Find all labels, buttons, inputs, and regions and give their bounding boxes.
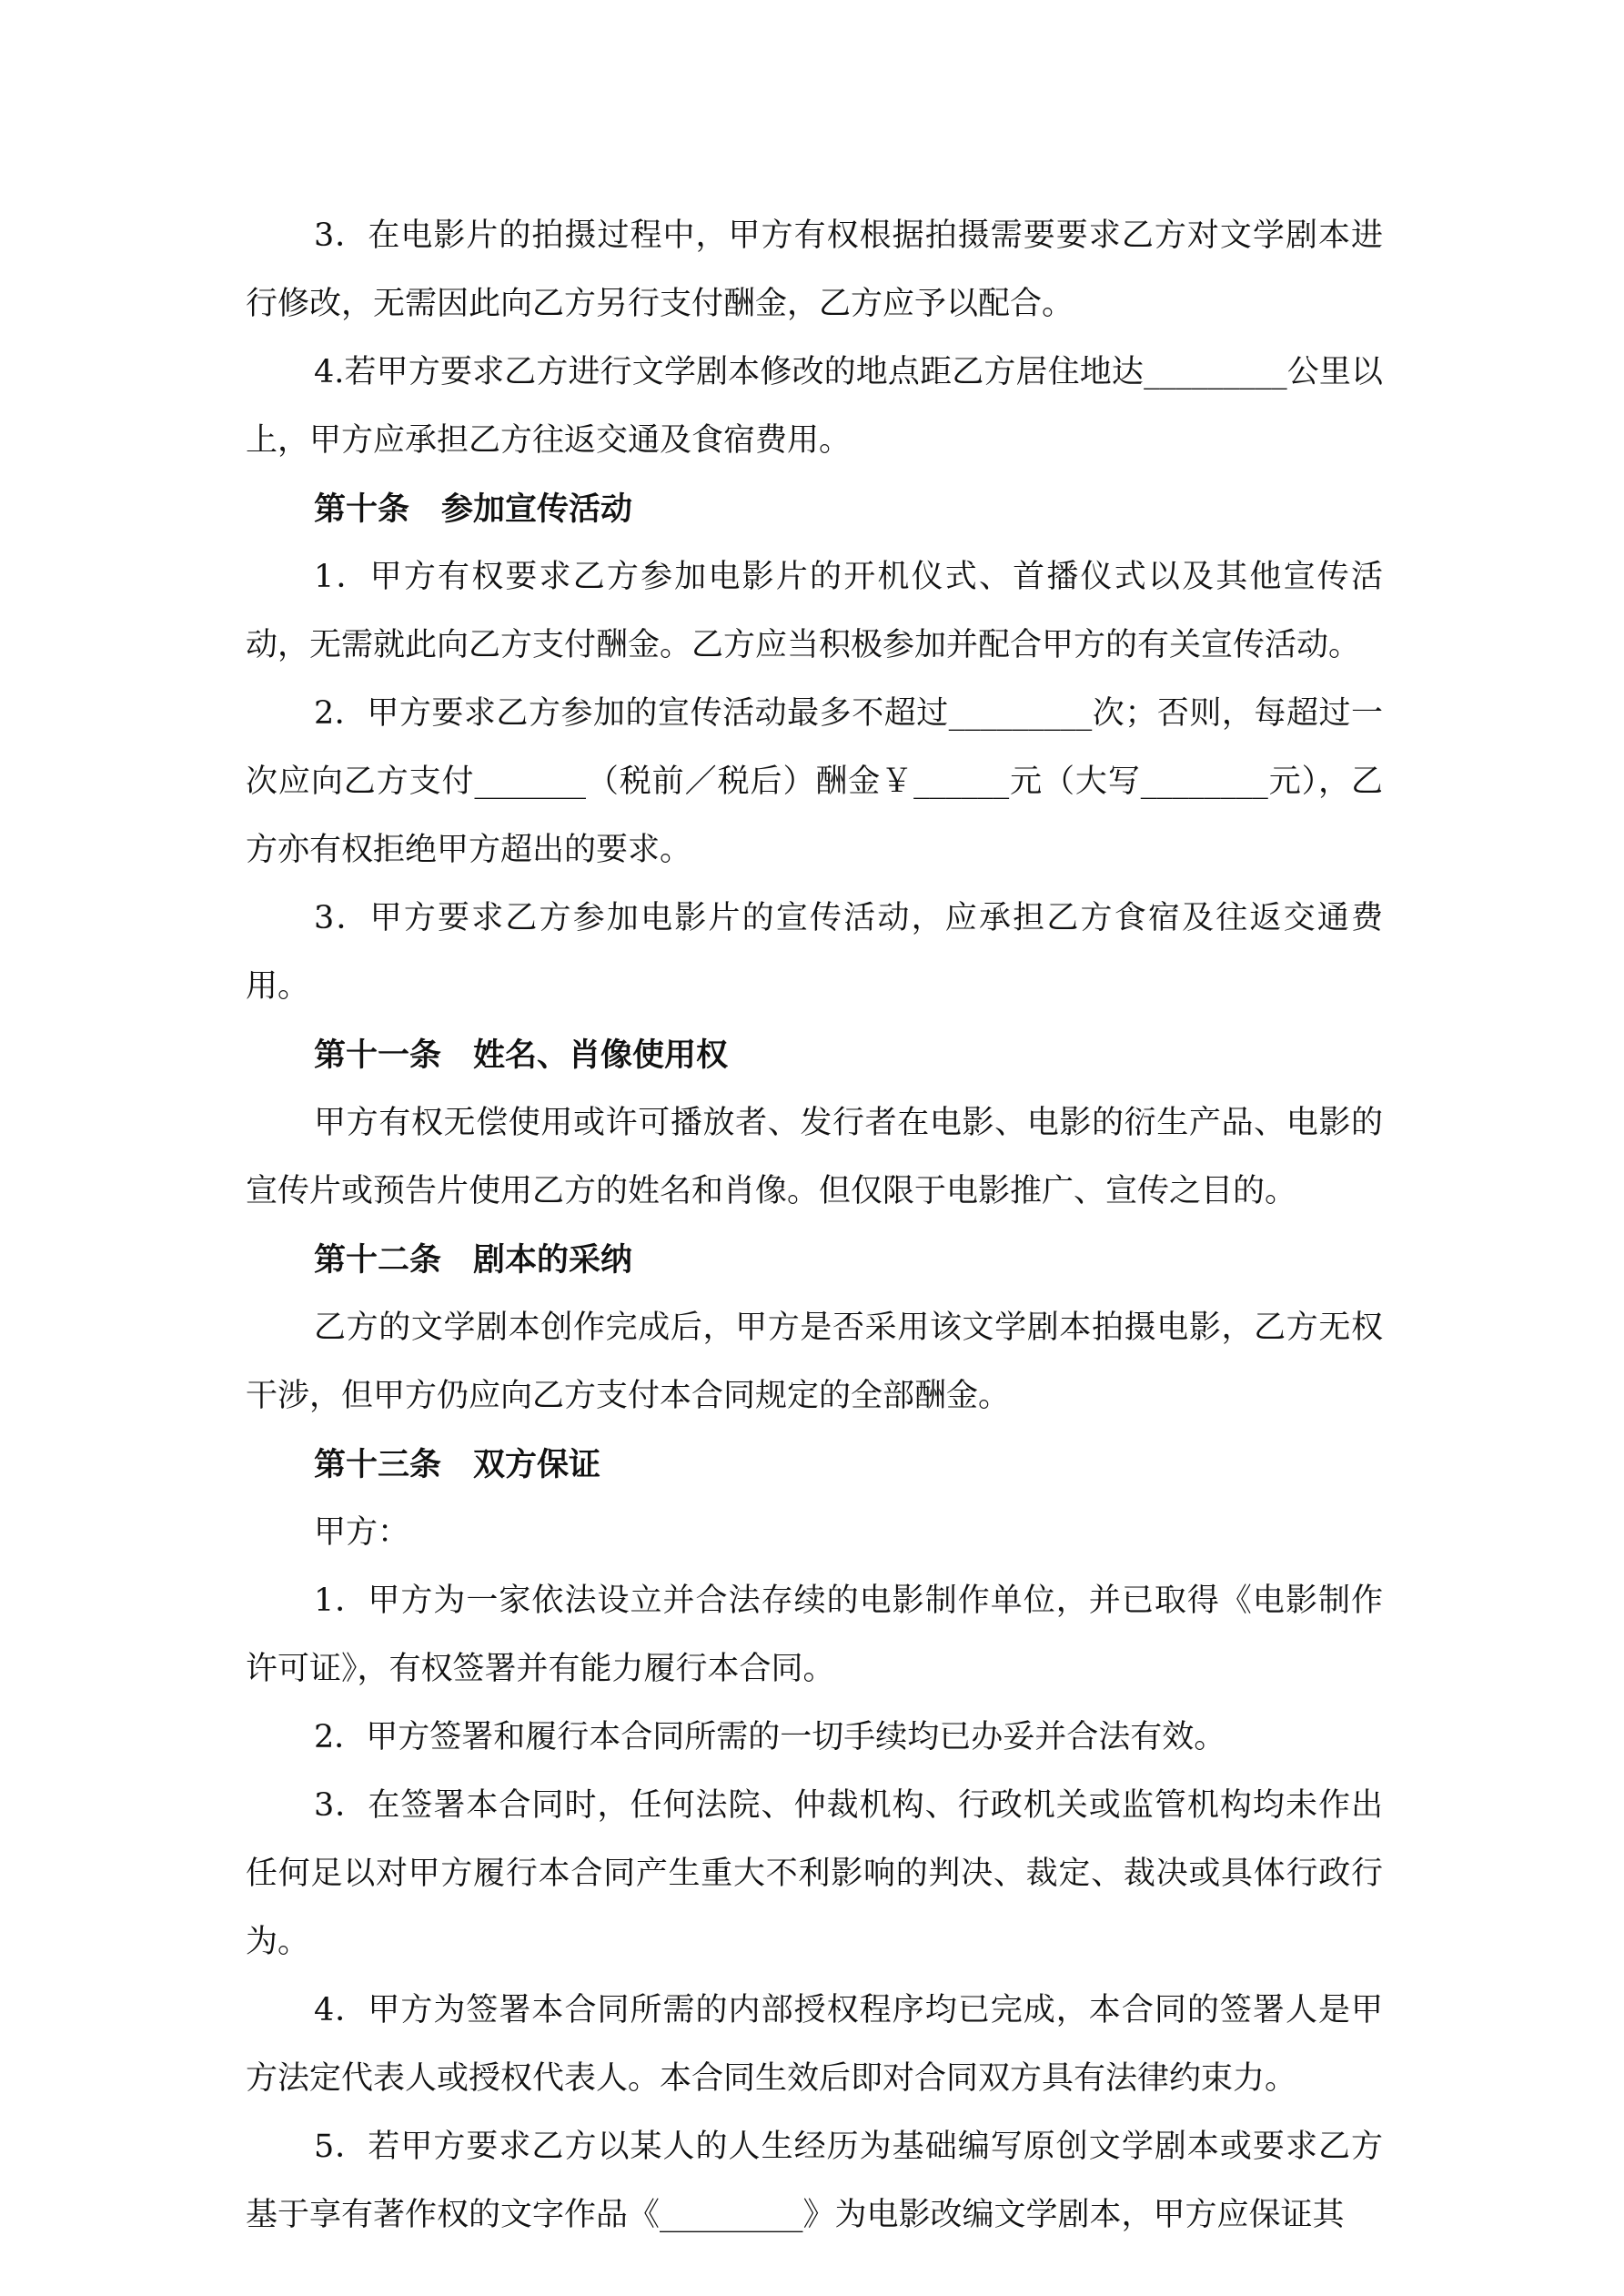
article-title: 剧本的采纳	[473, 1241, 633, 1279]
article-title: 双方保证	[473, 1446, 601, 1483]
paragraph: 甲方：	[314, 1514, 410, 1551]
article-number: 第十一条	[314, 1037, 442, 1074]
article-heading	[246, 475, 1383, 543]
article-number: 第十二条	[314, 1241, 442, 1279]
article-title: 参加宣传活动	[441, 491, 633, 528]
paragraph: 1．甲方有权要求乙方参加电影片的开机仪式、首播仪式以及其他宣传活动，无需就此向乙方支付酬金。乙方应当积极参加并配合甲方的有关宣传活动。	[246, 559, 1383, 663]
paragraph: 2．甲方要求乙方参加的宣传活动最多不超过_________次；否则，每超过一次应向乙方支付_______（税前／税后）酬金￥______元（大写________元），乙方亦有权拒绝甲方超出的要求。	[246, 695, 1383, 868]
paragraph: 4．甲方为签署本合同所需的内部授权程序均已完成，本合同的签署人是甲方法定代表人或授权代表人。本合同生效后即对合同双方具有法律约束力。	[246, 1992, 1383, 2097]
document-body	[246, 202, 1383, 2250]
paragraph: 1．甲方为一家依法设立并合法存续的电影制作单位，并已取得《电影制作许可证》，有权签署并有能力履行本合同。	[246, 1583, 1383, 1687]
article-heading	[246, 1431, 1383, 1499]
paragraph: 乙方的文学剧本创作完成后，甲方是否采用该文学剧本拍摄电影，乙方无权干涉，但甲方仍应向乙方支付本合同规定的全部酬金。	[246, 1310, 1383, 1414]
paragraph: 3．甲方要求乙方参加电影片的宣传活动，应承担乙方食宿及往返交通费用。	[246, 900, 1383, 1005]
article-number: 第十三条	[314, 1446, 442, 1483]
paragraph: 甲方有权无偿使用或许可播放者、发行者在电影、电影的衍生产品、电影的宣传片或预告片使用乙方的姓名和肖像。但仅限于电影推广、宣传之目的。	[246, 1105, 1383, 1209]
paragraph: 3．在签署本合同时，任何法院、仲裁机构、行政机关或监管机构均未作出任何足以对甲方履行本合同产生重大不利影响的判决、裁定、裁决或具体行政行为。	[246, 1787, 1383, 1960]
paragraph: 4.若甲方要求乙方进行文学剧本修改的地点距乙方居住地达_________公里以上，甲方应承担乙方往返交通及食宿费用。	[246, 354, 1383, 459]
paragraph: 2．甲方签署和履行本合同所需的一切手续均已办妥并合法有效。	[314, 1719, 1226, 1755]
paragraph: 5．若甲方要求乙方以某人的人生经历为基础编写原创文学剧本或要求乙方基于享有著作权的文字作品《_________》为电影改编文学剧本，甲方应保证其	[246, 2129, 1383, 2233]
article-heading	[246, 1021, 1383, 1089]
article-heading	[246, 1226, 1383, 1294]
article-number: 第十条	[314, 491, 410, 528]
paragraph: 3．在电影片的拍摄过程中，甲方有权根据拍摄需要要求乙方对文学剧本进行修改，无需因此向乙方另行支付酬金，乙方应予以配合。	[246, 217, 1383, 322]
article-title: 姓名、肖像使用权	[473, 1037, 729, 1074]
